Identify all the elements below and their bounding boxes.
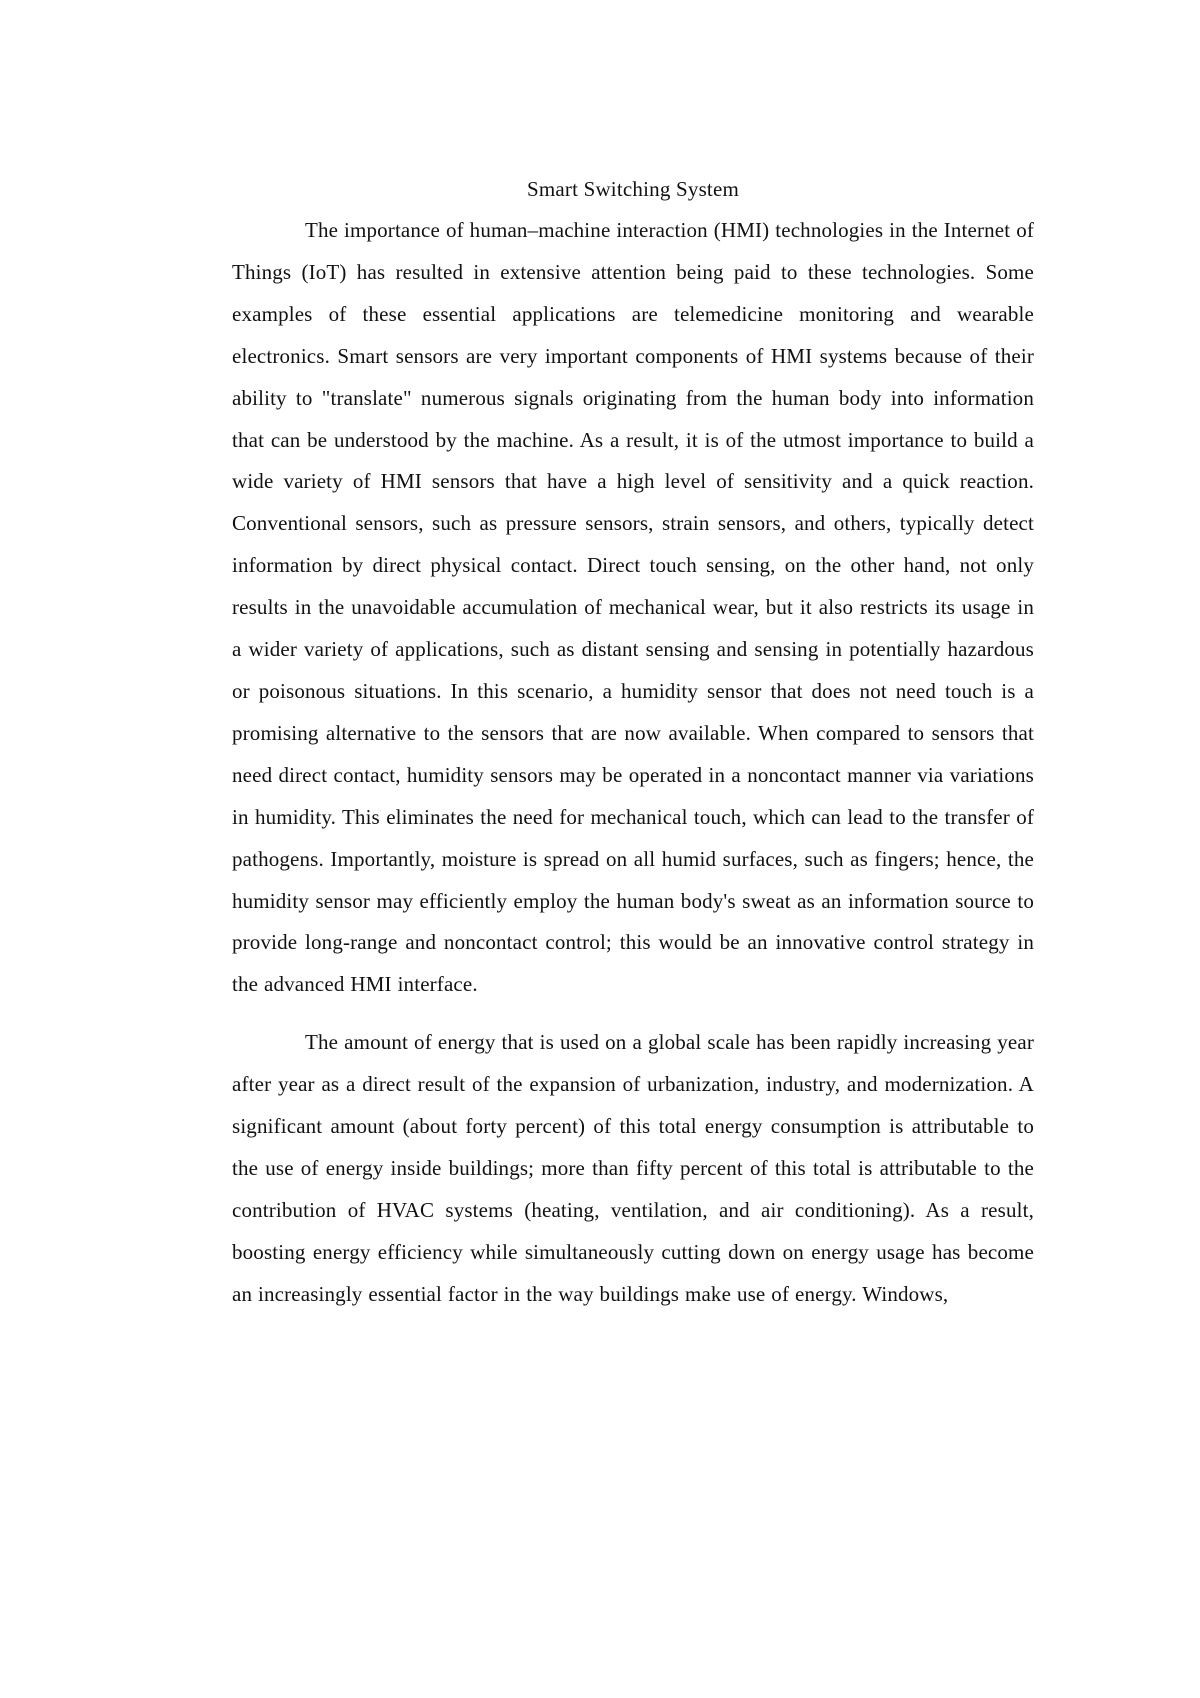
paragraph-hmi-humidity-sensors: The importance of human–machine interaction (HMI) technologies in the Internet of Things (IoT) has resulted in extensive attention being paid to these technologies. Some examples of these essential applications are telemedicine monitoring and wearable electronics. Smart sensors are very important components of HMI systems because of their ability to "translate" numerous signals originating from the human body into information that can be understood by the machine. As a result, it is of the utmost importance to build a wide variety of HMI sensors that have a high level of sensitivity and a quick reaction. Conventional sensors, such as pressure sensors, strain sensors, and others, typically detect information by direct physical contact. Direct touch sensing, on the other hand, not only results in the unavoidable accumulation of mechanical wear, but it also restricts its usage in a wider variety of applications, such as distant sensing and sensing in potentially hazardous or poisonous situations. In this scenario, a humidity sensor that does not need touch is a promising alternative to the sensors that are now available. When compared to sensors that need direct contact, humidity sensors may be operated in a noncontact manner via variations in humidity. This eliminates the need for mechanical touch, which can lead to the transfer of pathogens. Importantly, moisture is spread on all humid surfaces, such as fingers; hence, the humidity sensor may efficiently employ the human body's sweat as an information source to provide long-range and noncontact control; this would be an innovative control strategy in the advanced HMI interface. — [232, 218, 1034, 997]
document-title: Smart Switching System — [526, 177, 740, 201]
document-body — [232, 168, 1034, 1316]
paragraph-building-energy: The amount of energy that is used on a global scale has been rapidly increasing year after year as a direct result of the expansion of urbanization, industry, and modernization. A significant amount (about forty percent) of this total energy consumption is attributable to the use of energy inside buildings; more than fifty percent of this total is attributable to the contribution of HVAC systems (heating, ventilation, and air conditioning). As a result, boosting energy efficiency while simultaneously cutting down on energy usage has become an increasingly essential factor in the way buildings make use of energy. Windows, — [232, 1030, 1034, 1306]
